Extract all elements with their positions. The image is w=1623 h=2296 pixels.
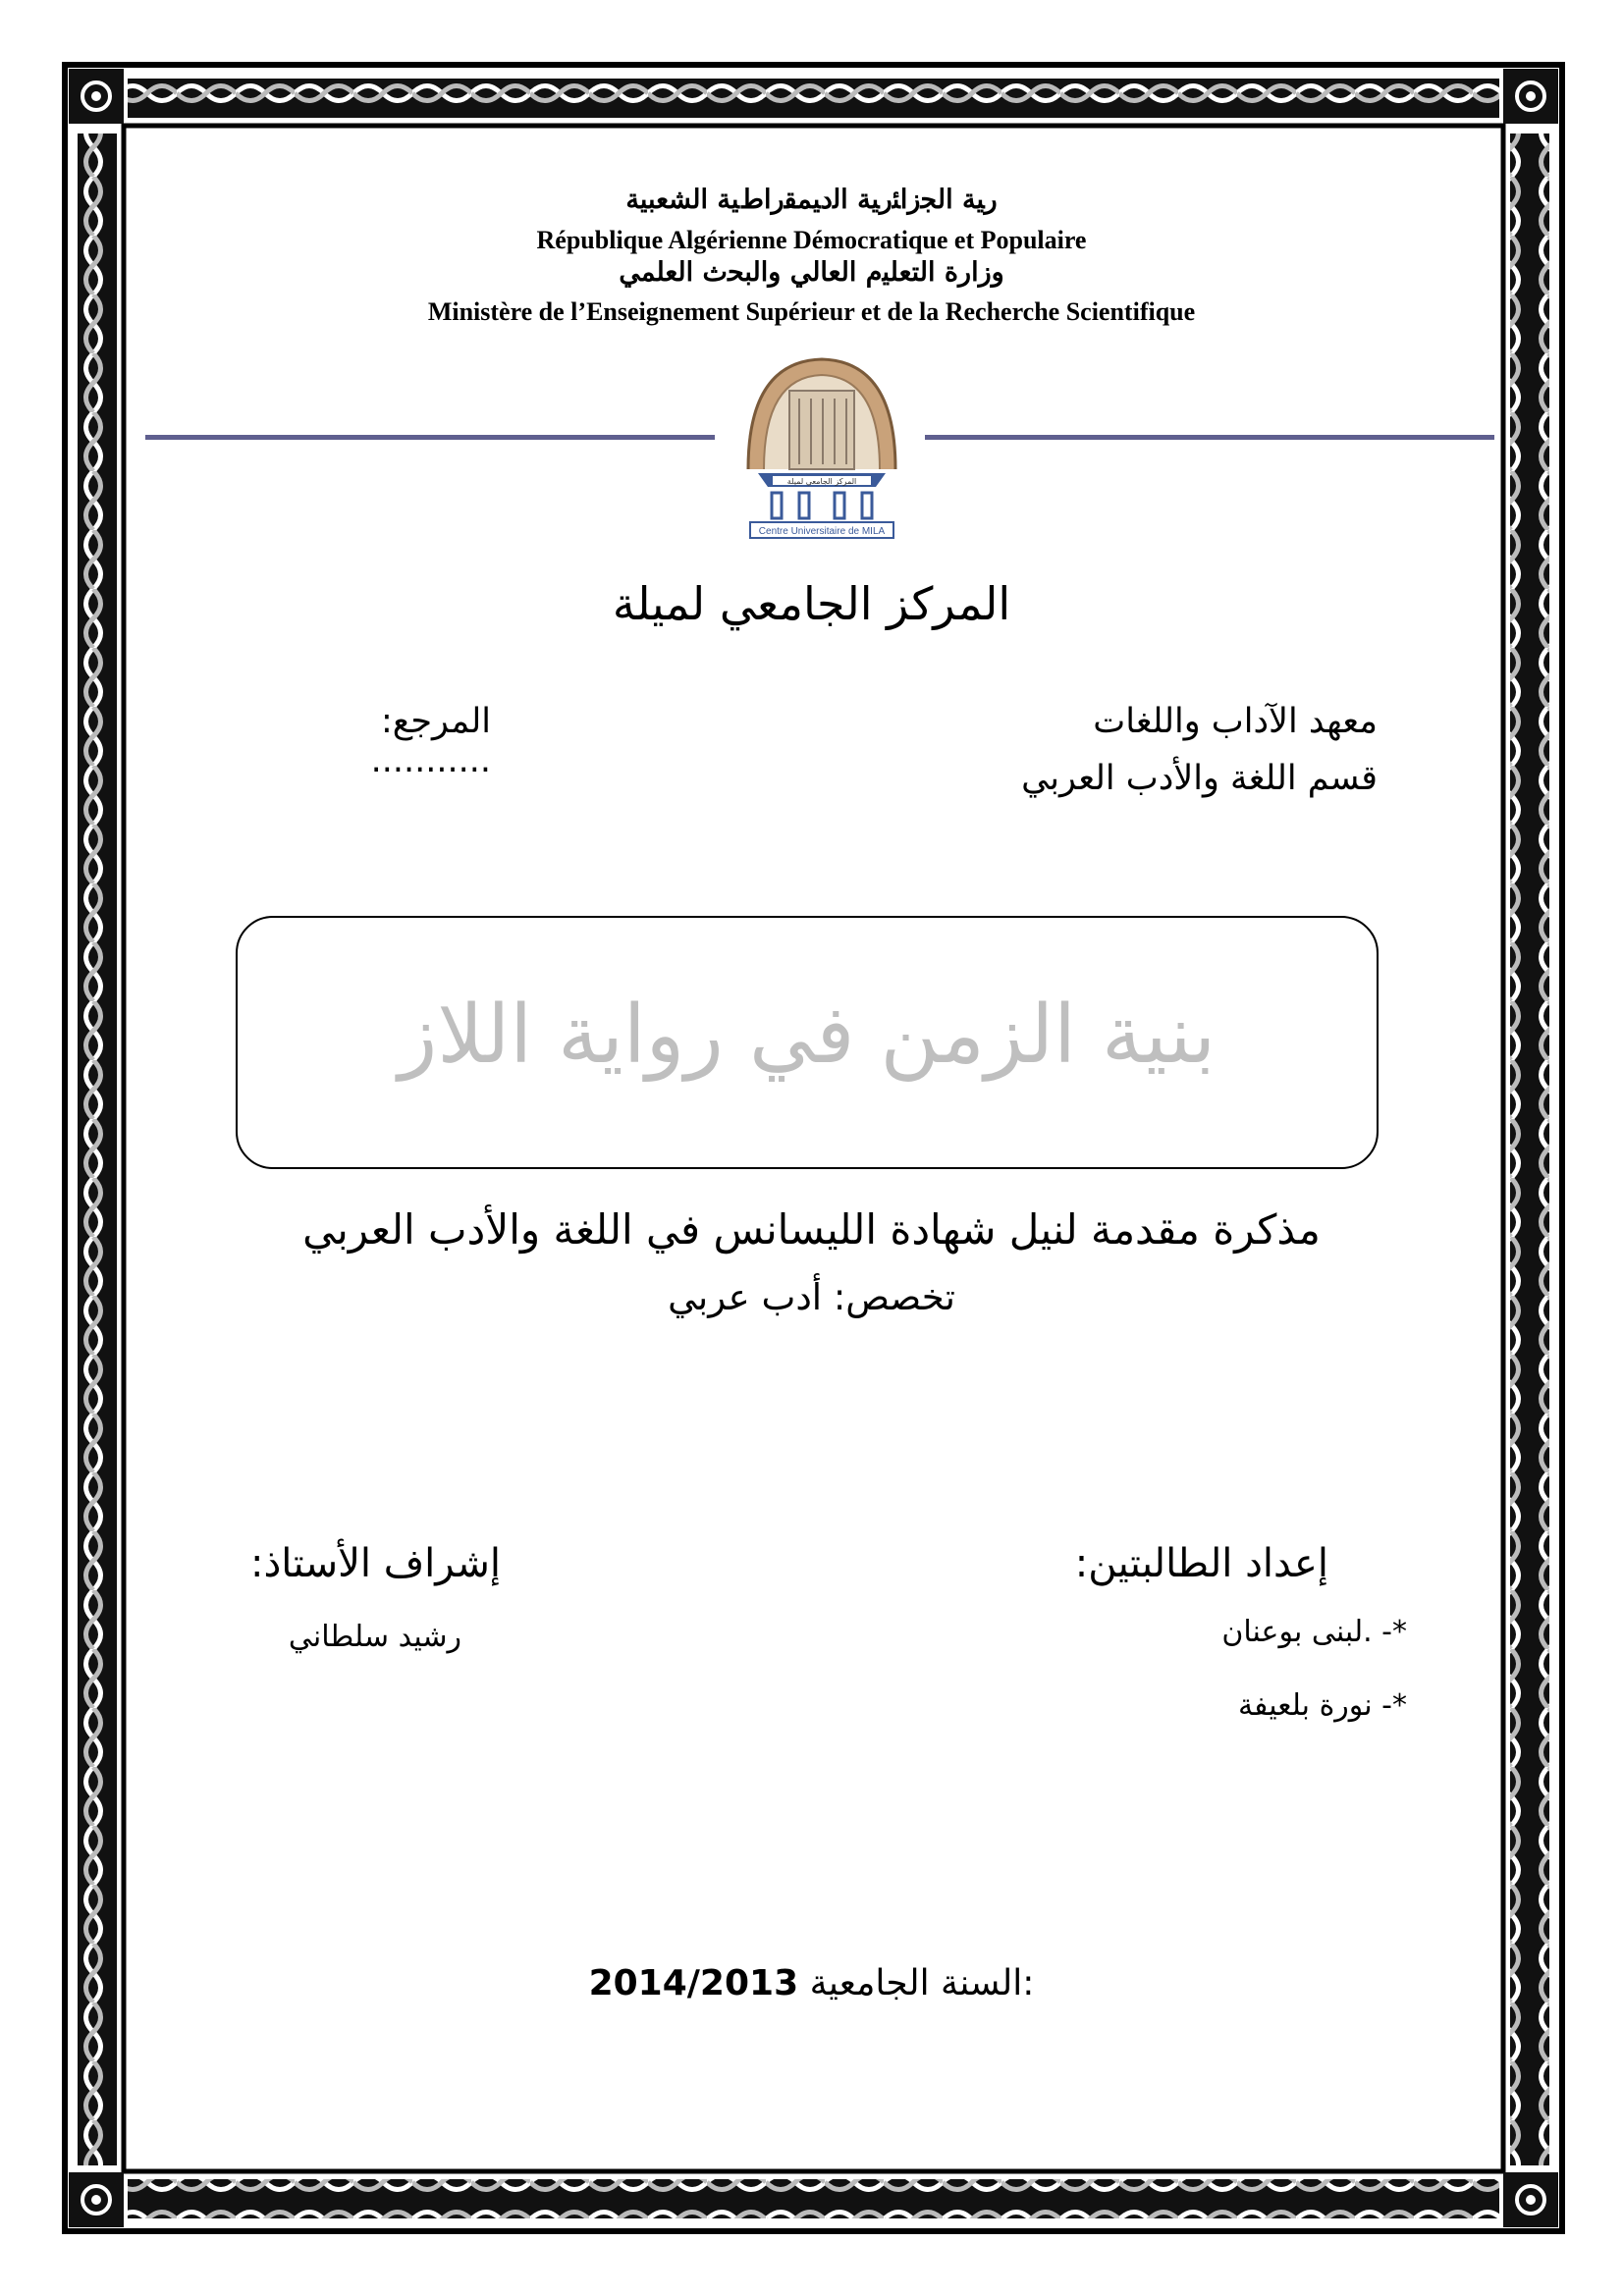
academic-year-value: 2014/2013: [588, 1963, 799, 2003]
logo-caption: Centre Universitaire de MILA: [758, 526, 886, 537]
specialty: تخصص: أدب عربي: [668, 1276, 955, 1318]
students-heading: إعداد الطالبتين:: [1074, 1541, 1328, 1586]
institution-name: المركز الجامعي لميلة: [612, 577, 1011, 630]
title-box: [236, 916, 1379, 1169]
student-name-1: *- .لبنى بوعنان: [1221, 1615, 1407, 1649]
thesis-title: بنية الزمن في رواية اللاز: [398, 988, 1217, 1082]
republic-ar-garbled: ﺭﻴﺔ ﺍﻟﺠﺯﺍﺌﺭﻴﺔ ﺍﻟﺩﻴﻤﻘﺭﺍﻁﻴﺔ ﺍﻟﺸﻌﺒﻴﺔ: [625, 185, 998, 215]
building-icon: [738, 351, 905, 540]
header-divider-left: [145, 435, 715, 440]
reference-field: المرجع: ...........: [370, 702, 491, 780]
student-name-2: *- نورة بلعيفة: [1237, 1688, 1407, 1723]
academic-year: [393, 1963, 1230, 2003]
university-logo: [738, 351, 905, 540]
ministry-fr: Ministère de l’Enseignement Supérieur et de la Recherche Scientifique: [427, 297, 1196, 326]
header-divider-right: [925, 435, 1494, 440]
ministry-ar-garbled: ﻭﺯﺍﺭﺓ ﺍﻟﺘﻌﻠﻴﻡ ﺍﻟﻌﺎﻟﻲ ﻭﺍﻟﺒﺤﺙ ﺍﻟﻌﻠﻤﻲ: [619, 257, 1004, 288]
supervisor-heading: إشراف الأستاذ:: [250, 1541, 501, 1586]
department-name: قسم اللغة والأدب العربي: [1021, 759, 1378, 798]
supervisor-name: رشيد سلطاني: [288, 1620, 461, 1654]
academic-year-label: السنة الجامعية:: [809, 1963, 1035, 2003]
degree-line: مذكرة مقدمة لنيل شهادة الليسانس في اللغة والأدب العربي: [302, 1205, 1321, 1254]
institute-name: معهد الآداب واللغات: [1093, 702, 1378, 741]
logo-banner-text: المركز الجامعي لميلة: [786, 477, 857, 486]
republic-fr: République Algérienne Démocratique et Populaire: [536, 226, 1087, 254]
